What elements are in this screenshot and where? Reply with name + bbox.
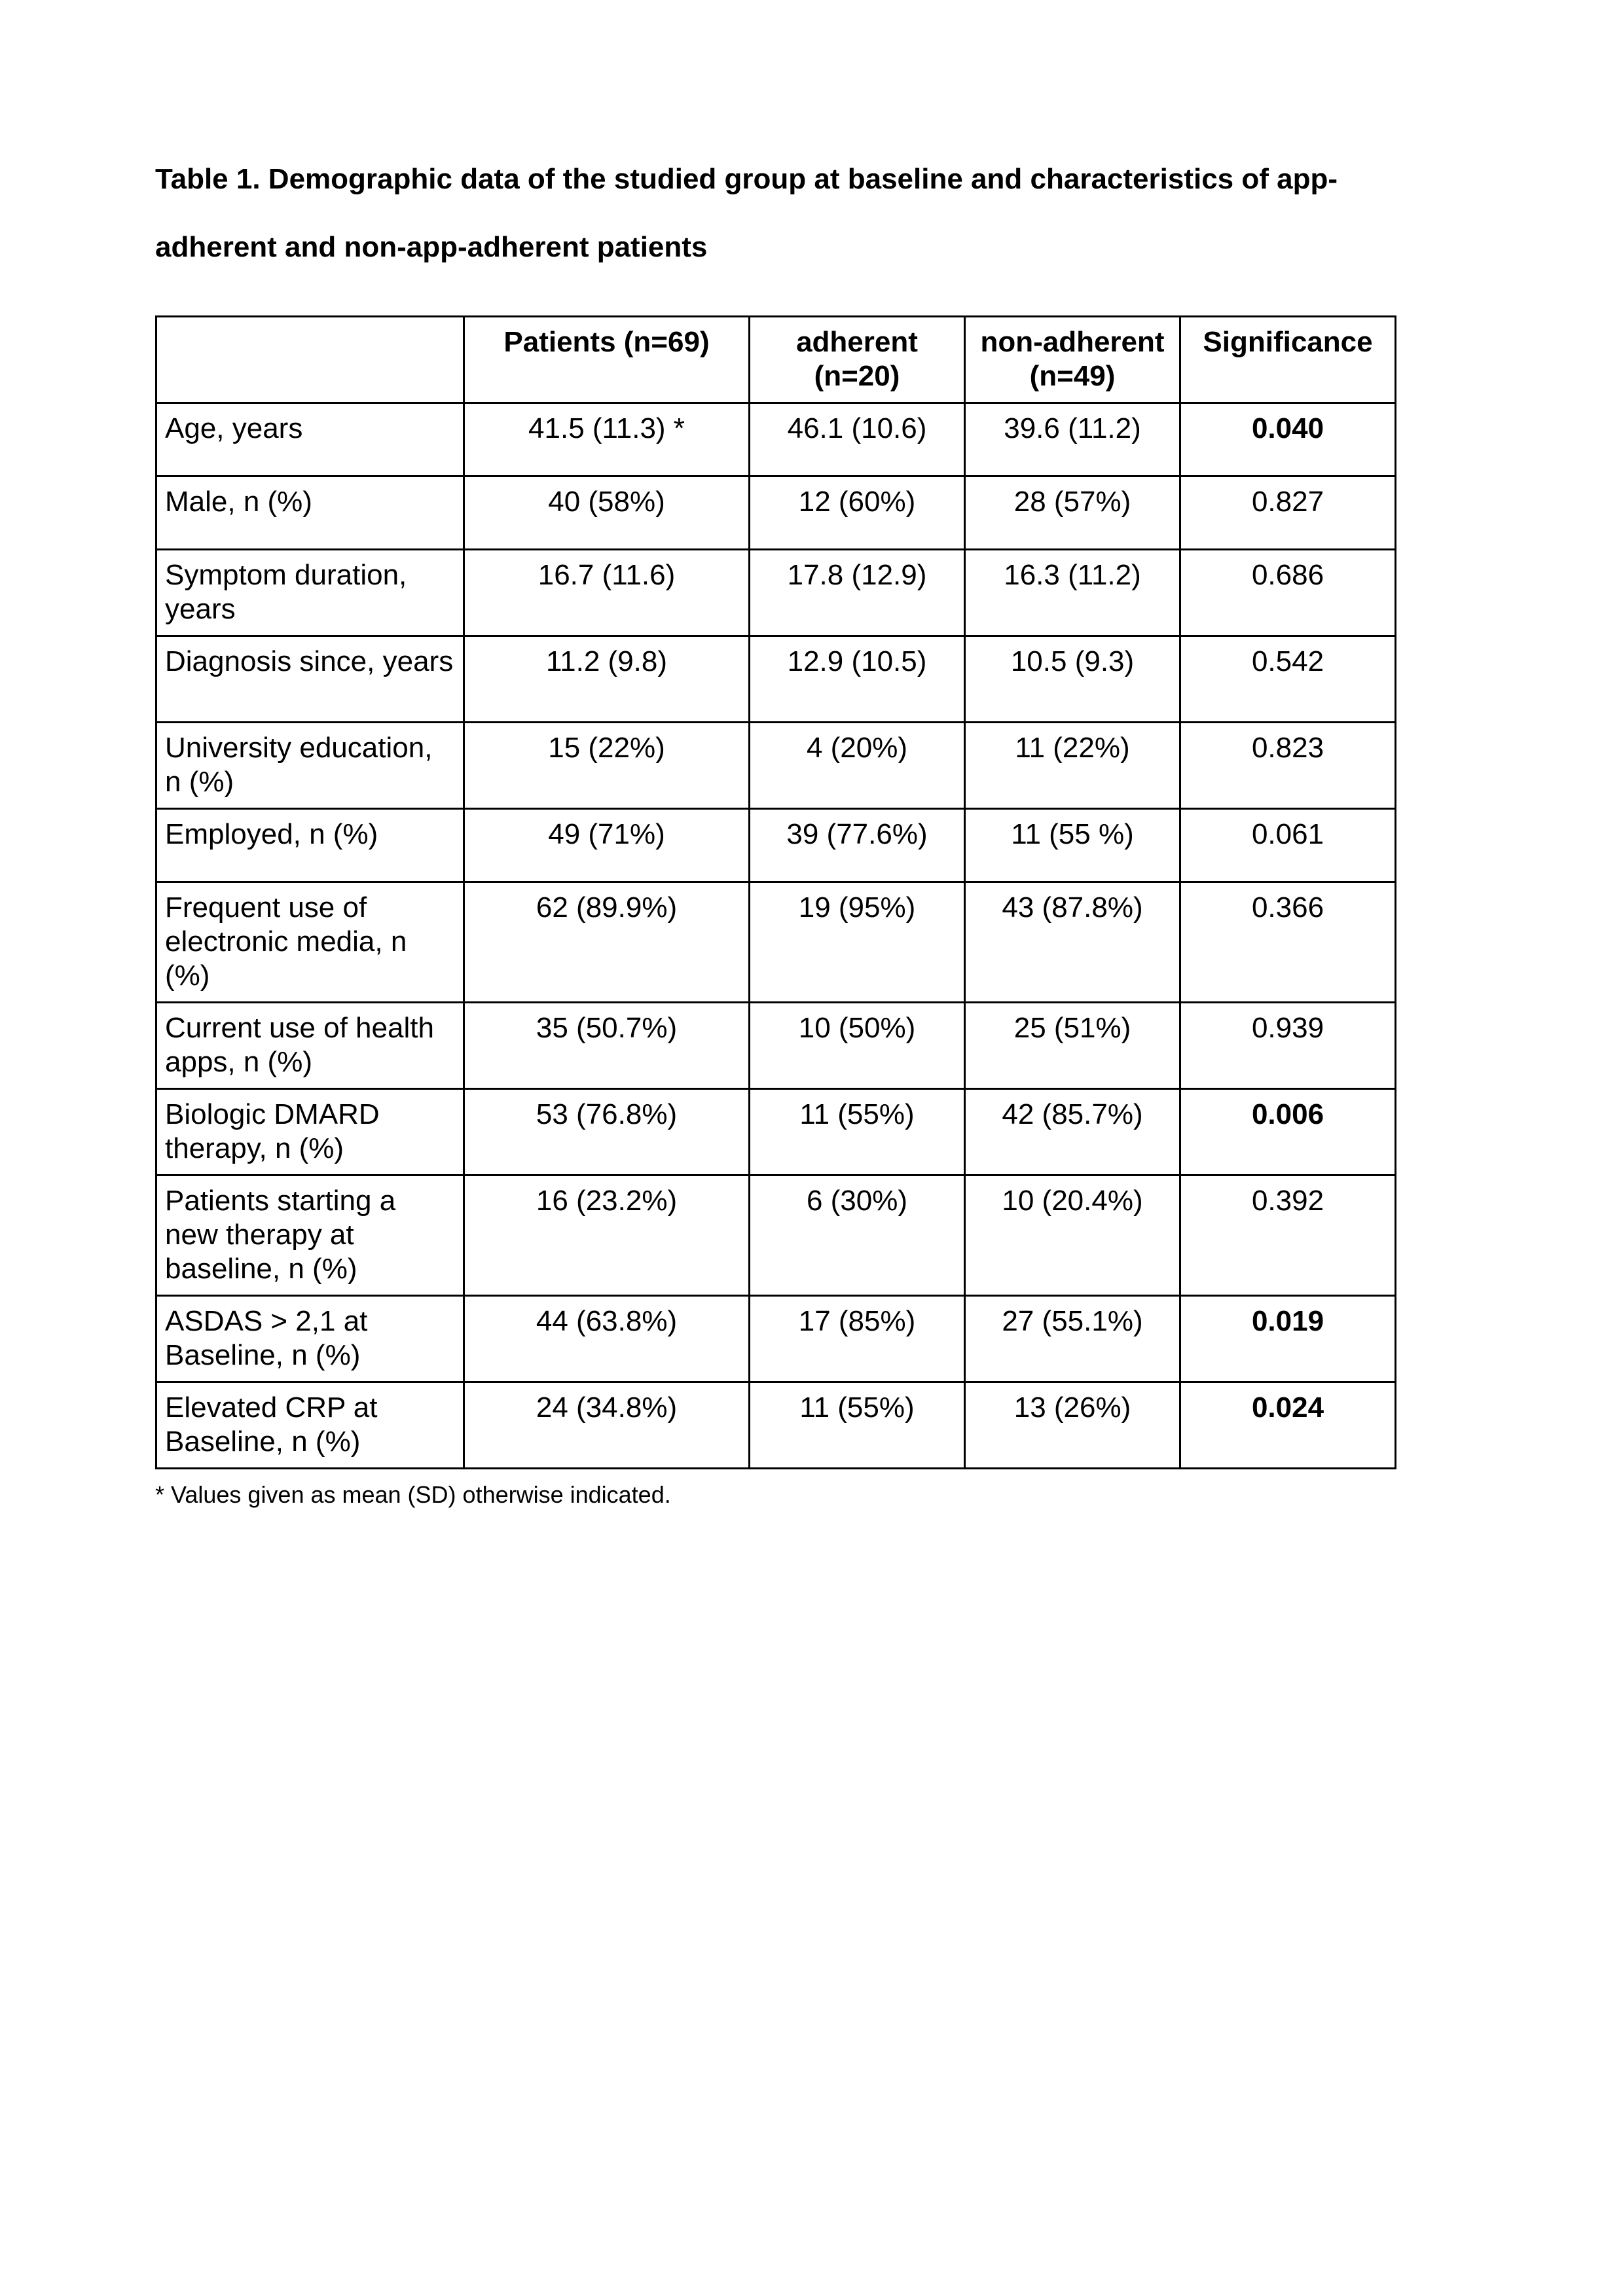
- row-label-cell: Patients starting a new therapy at baseline, n (%): [156, 1175, 464, 1296]
- significance-value-cell: 0.939: [1180, 1003, 1396, 1089]
- significance-value-cell: 0.827: [1180, 476, 1396, 550]
- adherent-value-cell: 46.1 (10.6): [750, 403, 965, 476]
- non-adherent-value-cell: 28 (57%): [965, 476, 1180, 550]
- significance-value-cell: 0.019: [1180, 1296, 1396, 1382]
- significance-value-cell: 0.061: [1180, 809, 1396, 882]
- significance-value-cell: 0.024: [1180, 1382, 1396, 1469]
- patients-value-cell: 40 (58%): [464, 476, 750, 550]
- table-row: [156, 809, 1396, 882]
- non-adherent-value-cell: 10 (20.4%): [965, 1175, 1180, 1296]
- row-label-cell: Biologic DMARD therapy, n (%): [156, 1089, 464, 1175]
- adherent-value-cell: 17 (85%): [750, 1296, 965, 1382]
- table-row: [156, 636, 1396, 723]
- row-label-cell: Elevated CRP at Baseline, n (%): [156, 1382, 464, 1469]
- non-adherent-value-cell: 42 (85.7%): [965, 1089, 1180, 1175]
- adherent-value-cell: 39 (77.6%): [750, 809, 965, 882]
- table-row: [156, 1296, 1396, 1382]
- row-label-cell: ASDAS > 2,1 at Baseline, n (%): [156, 1296, 464, 1382]
- table-row: [156, 550, 1396, 636]
- row-label-cell: Symptom duration, years: [156, 550, 464, 636]
- non-adherent-value-cell: 11 (55 %): [965, 809, 1180, 882]
- row-label-cell: Diagnosis since, years: [156, 636, 464, 723]
- patients-value-cell: 24 (34.8%): [464, 1382, 750, 1469]
- header-cell-patients: Patients (n=69): [464, 317, 750, 403]
- significance-value-cell: 0.366: [1180, 882, 1396, 1003]
- significance-value-cell: 0.542: [1180, 636, 1396, 723]
- significance-value-cell: 0.040: [1180, 403, 1396, 476]
- patients-value-cell: 16 (23.2%): [464, 1175, 750, 1296]
- adherent-value-cell: 6 (30%): [750, 1175, 965, 1296]
- patients-value-cell: 53 (76.8%): [464, 1089, 750, 1175]
- patients-value-cell: 11.2 (9.8): [464, 636, 750, 723]
- row-label-cell: Age, years: [156, 403, 464, 476]
- significance-value-cell: 0.686: [1180, 550, 1396, 636]
- table-title: Table 1. Demographic data of the studied group at baseline and characteristics of app-adherent and non-app-adherent patients: [155, 163, 1338, 263]
- non-adherent-value-cell: 25 (51%): [965, 1003, 1180, 1089]
- patients-value-cell: 16.7 (11.6): [464, 550, 750, 636]
- header-cell-empty: [156, 317, 464, 403]
- significance-value-cell: 0.823: [1180, 723, 1396, 809]
- adherent-value-cell: 12 (60%): [750, 476, 965, 550]
- non-adherent-value-cell: 27 (55.1%): [965, 1296, 1180, 1382]
- adherent-value-cell: 4 (20%): [750, 723, 965, 809]
- table-row: [156, 723, 1396, 809]
- table-footnote: * Values given as mean (SD) otherwise indicated.: [155, 1481, 671, 1508]
- non-adherent-value-cell: 43 (87.8%): [965, 882, 1180, 1003]
- header-row: [156, 317, 1396, 403]
- non-adherent-value-cell: 10.5 (9.3): [965, 636, 1180, 723]
- row-label-cell: Frequent use of electronic media, n (%): [156, 882, 464, 1003]
- non-adherent-value-cell: 16.3 (11.2): [965, 550, 1180, 636]
- demographics-table: [155, 315, 1396, 1469]
- adherent-value-cell: 17.8 (12.9): [750, 550, 965, 636]
- non-adherent-value-cell: 11 (22%): [965, 723, 1180, 809]
- patients-value-cell: 62 (89.9%): [464, 882, 750, 1003]
- header-cell-non-adherent: non-adherent (n=49): [965, 317, 1180, 403]
- table-row: [156, 1003, 1396, 1089]
- adherent-value-cell: 11 (55%): [750, 1089, 965, 1175]
- adherent-value-cell: 11 (55%): [750, 1382, 965, 1469]
- table-row: [156, 882, 1396, 1003]
- table-row: [156, 1089, 1396, 1175]
- significance-value-cell: 0.392: [1180, 1175, 1396, 1296]
- patients-value-cell: 49 (71%): [464, 809, 750, 882]
- non-adherent-value-cell: 13 (26%): [965, 1382, 1180, 1469]
- patients-value-cell: 44 (63.8%): [464, 1296, 750, 1382]
- significance-value-cell: 0.006: [1180, 1089, 1396, 1175]
- table-row: [156, 1382, 1396, 1469]
- patients-value-cell: 41.5 (11.3) *: [464, 403, 750, 476]
- table-row: [156, 476, 1396, 550]
- header-cell-adherent: adherent (n=20): [750, 317, 965, 403]
- non-adherent-value-cell: 39.6 (11.2): [965, 403, 1180, 476]
- row-label-cell: University education, n (%): [156, 723, 464, 809]
- table-row: [156, 403, 1396, 476]
- adherent-value-cell: 10 (50%): [750, 1003, 965, 1089]
- patients-value-cell: 35 (50.7%): [464, 1003, 750, 1089]
- adherent-value-cell: 12.9 (10.5): [750, 636, 965, 723]
- row-label-cell: Current use of health apps, n (%): [156, 1003, 464, 1089]
- header-cell-significance: Significance: [1180, 317, 1396, 403]
- row-label-cell: Employed, n (%): [156, 809, 464, 882]
- patients-value-cell: 15 (22%): [464, 723, 750, 809]
- row-label-cell: Male, n (%): [156, 476, 464, 550]
- table-row: [156, 1175, 1396, 1296]
- adherent-value-cell: 19 (95%): [750, 882, 965, 1003]
